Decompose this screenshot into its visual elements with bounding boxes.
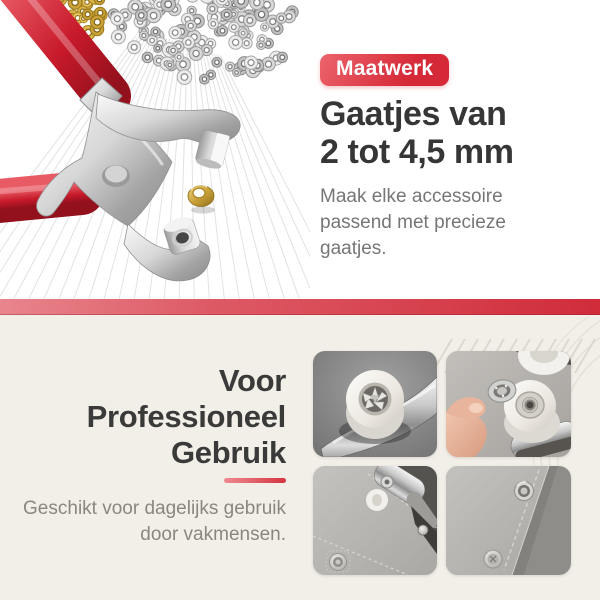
bottom-description-line1: Geschikt voor dagelijks gebruik <box>23 498 286 519</box>
photo-hand-snap-ring <box>446 351 571 457</box>
top-text-block <box>320 54 570 262</box>
photo-snaps-on-fabric <box>446 466 571 575</box>
bottom-description-line2: door vakmensen. <box>140 524 286 545</box>
photo-die-prong-ring <box>313 351 437 457</box>
bottom-title-line2: Professioneel <box>86 399 286 434</box>
red-divider-stripe <box>0 299 600 315</box>
product-photo-grid <box>313 351 571 575</box>
bottom-title-line3: Gebruik <box>170 435 286 470</box>
bottom-description <box>6 496 286 548</box>
maatwerk-badge: Maatwerk <box>320 54 449 86</box>
top-title <box>320 95 570 171</box>
bottom-title-line1: Voor <box>218 363 286 398</box>
hole-punch-pliers-illustration <box>0 0 310 299</box>
pliers-metal-jaw <box>37 78 241 281</box>
top-title-line2: 2 tot 4,5 mm <box>320 133 514 171</box>
top-title-line1: Gaatjes van <box>320 95 507 133</box>
bottom-section <box>0 315 600 600</box>
photo-pliers-on-fabric <box>313 466 437 575</box>
top-description: Maak elke accessoire passend met precieze gaatjes. <box>320 186 506 259</box>
bottom-title <box>6 363 286 471</box>
red-underline-accent <box>224 478 286 483</box>
top-section <box>0 0 600 299</box>
gold-eyelet <box>188 185 215 214</box>
bottom-text-block <box>6 363 286 548</box>
